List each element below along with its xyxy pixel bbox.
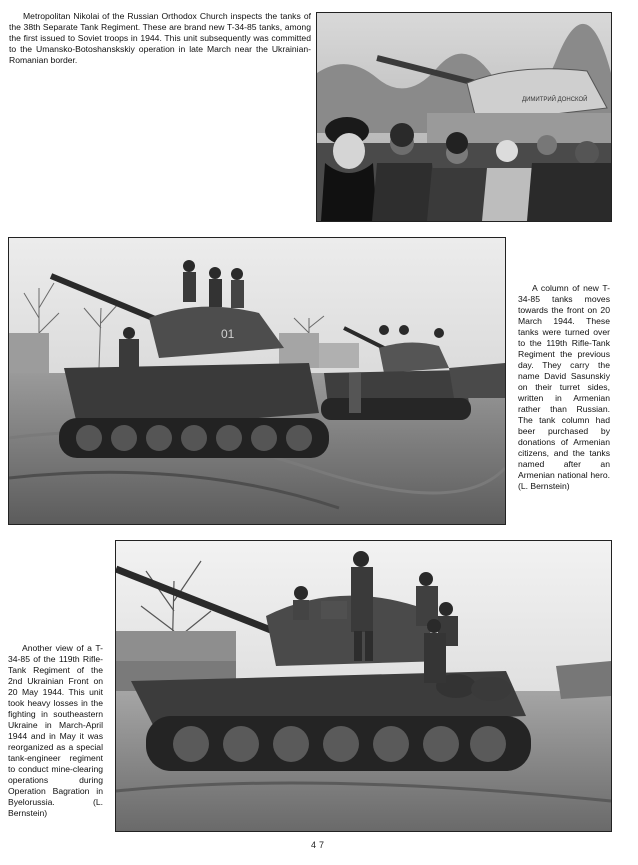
turret-inscription: ДИМИТРИЙ ДОНСКОЙ <box>522 97 588 103</box>
caption-middle <box>518 283 610 492</box>
turret-number: 01 <box>221 327 235 341</box>
photo-metropolitan-inspection <box>316 12 612 222</box>
caption-bottom <box>8 643 103 819</box>
caption-top-text: Metropolitan Nikolai of the Russian Orthodox Church inspects the tanks of the 38th Separate Tank Regiment. These are brand new T-34-85 tanks, among the first issued to Soviet troops in 1944. This unit subsequently was committed to the Umansko-Botoshanskskiy operation in late March near the Ukrainian-Romanian border. <box>9 11 311 65</box>
photo-t34-85-119th <box>115 540 612 832</box>
caption-middle-text: A column of new T-34-85 tanks moves towards the front on 20 March 1944. These tanks were turned over to the 119th Rifle-Tank Regiment the previous day. They carry the name David Sasunskiy on their turret sides, written in Armenian rather than Russian. The tank column had beer purchased by donations of Armenian citizens, and the tanks named after an Armenian national hero. (L. Bernstein) <box>518 283 610 491</box>
caption-top <box>9 11 311 66</box>
caption-bottom-text: Another view of a T-34-85 of the 119th Rifle-Tank Regiment of the 2nd Ukrainian Front on 20 May 1944. This unit took heavy losses in the fighting in southeastern Ukraine in March-April 1944 and in May it was reorganized as a special tank-engineer regiment to conduct mine-clearing operations during Operation Bagration in Byelorussia. (L. Bernstein) <box>8 643 103 818</box>
photo-tank-column <box>8 237 506 525</box>
page-number: 47 <box>310 840 327 850</box>
